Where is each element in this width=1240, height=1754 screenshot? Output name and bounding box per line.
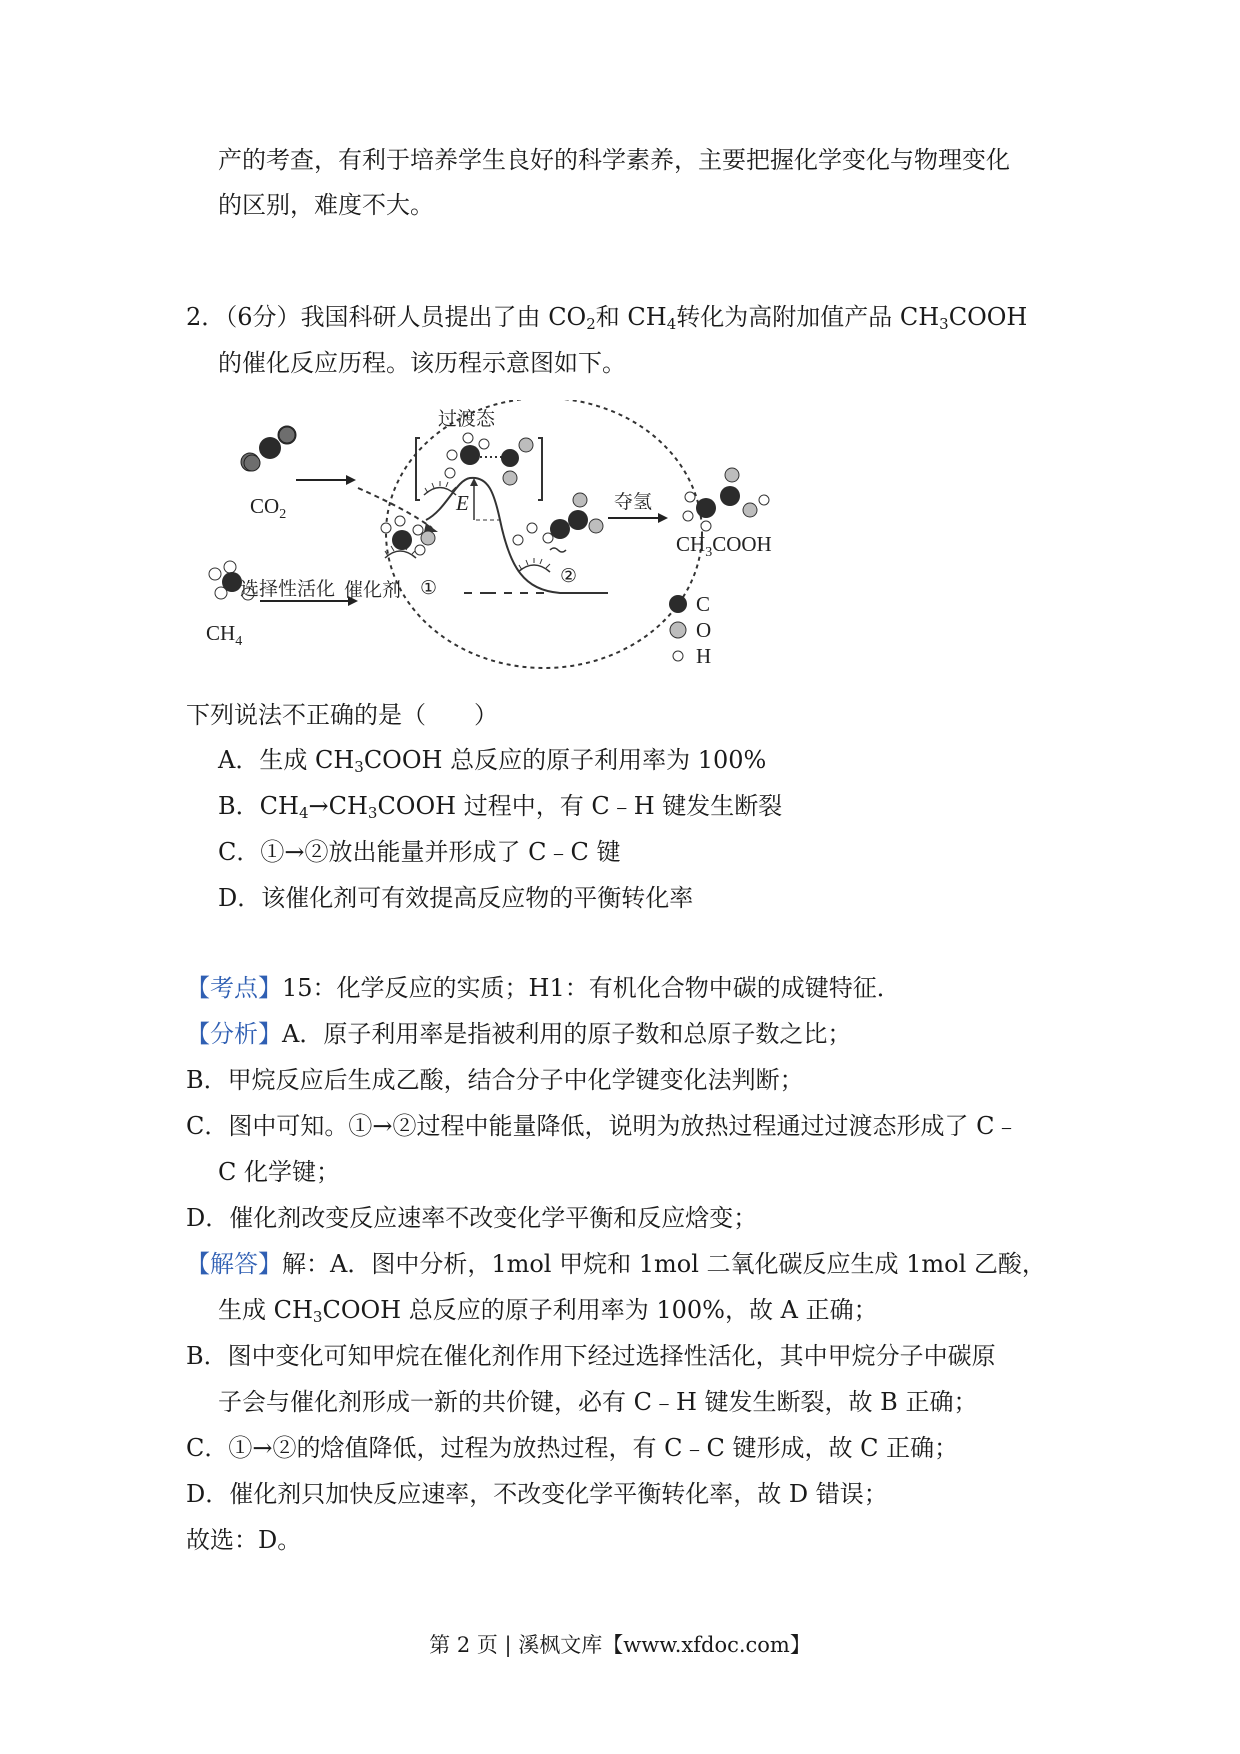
answer-a-1: 解：A．图中分析，1mol 甲烷和 1mol 二氧化碳反应生成 1mol 乙酸， <box>282 1250 1046 1278</box>
kaodian-tag: 【考点】 <box>186 974 282 1002</box>
option-b-part-2: →CH <box>308 792 368 820</box>
intro-line-2: 的区别，难度不大。 <box>218 191 434 219</box>
answer-a-line-2 <box>218 1295 878 1325</box>
dehydrogenation-arrow-head <box>658 513 668 523</box>
legend-hydrogen-label: H <box>696 644 712 668</box>
dehydrogenation-label: 夺氢 <box>614 491 653 513</box>
legend-carbon-swatch <box>669 595 687 613</box>
ch4-label: $CH_4$ <box>206 621 243 649</box>
question-stem <box>186 302 1027 332</box>
co2-arrow-head <box>346 475 356 485</box>
question-stem-line-2: 的催化反应历程。该历程示意图如下。 <box>218 349 626 377</box>
fenxi-line <box>186 1019 851 1049</box>
fenxi-tag: 【分析】 <box>186 1020 282 1048</box>
subscript: 3 <box>367 804 378 822</box>
energy-label: E <box>456 491 469 515</box>
page-footer: 第 2 页 | 溪枫文库【www.xfdoc.com】 <box>429 1633 811 1657</box>
fenxi-c-line-2: C 化学键； <box>218 1158 340 1186</box>
answer-tag: 【解答】 <box>186 1250 282 1278</box>
state-2-complex <box>513 493 603 572</box>
question-number: 2． <box>186 303 226 331</box>
co2-label: $CO_2$ <box>250 494 287 522</box>
answer-line-1 <box>186 1249 1046 1279</box>
question-prompt: 下列说法不正确的是（ ） <box>186 701 498 729</box>
transition-state-complex <box>416 433 542 500</box>
subscript: 2 <box>586 315 596 333</box>
subscript: 4 <box>666 315 677 333</box>
answer-final: 故选：D。 <box>186 1526 302 1554</box>
option-d: D．该催化剂可有效提高反应物的平衡转化率 <box>218 884 694 912</box>
fenxi-a: A．原子利用率是指被利用的原子数和总原子数之比； <box>282 1020 852 1048</box>
acetic-acid-molecule <box>683 468 769 531</box>
answer-b-line-1: B．图中变化可知甲烷在催化剂作用下经过选择性活化，其中甲烷分子中碳原 <box>186 1342 996 1370</box>
stem-part-b: 和 CH <box>595 303 667 331</box>
co2-molecule <box>241 426 296 471</box>
option-a-part-2: COOH 总反应的原子利用率为 100% <box>363 746 767 774</box>
subscript: 4 <box>298 804 309 822</box>
state-1-label: ① <box>420 577 438 599</box>
stem-part-a: 我国科研人员提出了由 CO <box>300 303 587 331</box>
state-1-complex <box>381 516 435 558</box>
product-label: $CH_3COOH$ <box>676 532 772 560</box>
legend-carbon-label: C <box>696 592 711 616</box>
answer-a-2-part-2: COOH 总反应的原子利用率为 100%，故 A 正确； <box>322 1296 878 1324</box>
stem-part-c: 转化为高附加值产品 CH <box>676 303 940 331</box>
activation-label: 选择性活化 <box>240 578 336 600</box>
question-score: （6分） <box>225 303 301 331</box>
option-c: C．①→②放出能量并形成了 C﹣C 键 <box>218 838 621 866</box>
option-b <box>218 791 782 821</box>
fenxi-b: B．甲烷反应后生成乙酸，结合分子中化学键变化法判断； <box>186 1066 804 1094</box>
fenxi-c-line-1: C．图中可知。①→②过程中能量降低，说明为放热过程通过过渡态形成了 C﹣ <box>186 1112 1019 1140</box>
answer-a-2-part-1: 生成 CH <box>218 1296 313 1324</box>
subscript: 3 <box>312 1308 323 1326</box>
subscript: 3 <box>354 758 364 776</box>
option-a <box>218 745 766 775</box>
option-b-part-3: COOH 过程中，有 C﹣H 键发生断裂 <box>377 792 783 820</box>
answer-b-line-2: 子会与催化剂形成一新的共价键，必有 C﹣H 键发生断裂，故 B 正确； <box>218 1388 978 1416</box>
kaodian-line <box>186 973 901 1003</box>
legend-oxygen-swatch <box>670 622 686 638</box>
legend-oxygen-label: O <box>696 618 712 642</box>
stem-part-d: COOH <box>948 303 1028 331</box>
atom-legend <box>669 592 711 668</box>
dashed-path-arrow-head <box>424 523 438 532</box>
transition-state-label: 过渡态 <box>438 408 496 430</box>
intro-line-1: 产的考查，有利于培养学生良好的科学素养，主要把握化学变化与物理变化 <box>218 146 1010 174</box>
reaction-diagram-svg <box>188 400 878 692</box>
catalyst-label: 催化剂 <box>344 579 402 601</box>
reaction-diagram <box>188 400 878 692</box>
fenxi-d: D．催化剂改变反应速率不改变化学平衡和反应焓变； <box>186 1204 758 1232</box>
option-b-part-1: B．CH <box>218 792 299 820</box>
answer-d: D．催化剂只加快反应速率，不改变化学平衡转化率，故 D 错误； <box>186 1480 888 1508</box>
option-a-part-1: A．生成 CH <box>218 746 355 774</box>
kaodian-text: 15：化学反应的实质；H1：有机化合物中碳的成键特征． <box>282 974 901 1002</box>
subscript: 3 <box>939 315 949 333</box>
state-2-label: ② <box>560 565 578 587</box>
answer-c: C．①→②的焓值降低，过程为放热过程，有 C﹣C 键形成，故 C 正确； <box>186 1434 959 1462</box>
legend-hydrogen-swatch <box>673 651 683 661</box>
